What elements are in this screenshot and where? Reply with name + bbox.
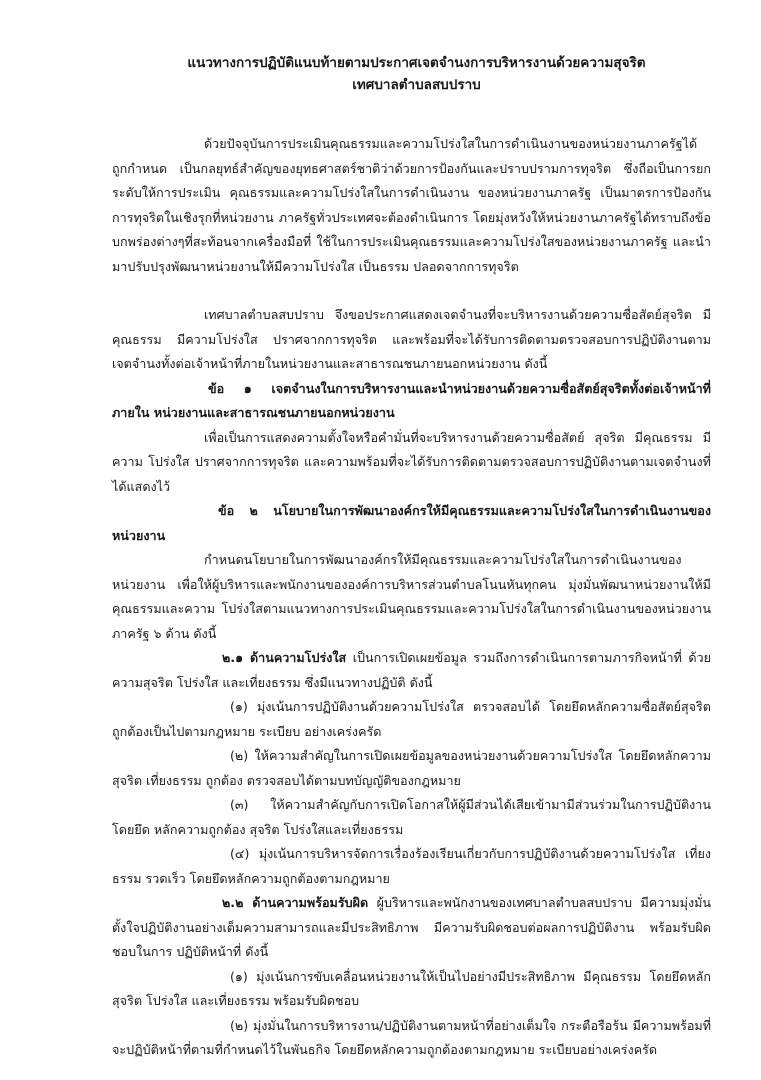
intro-paragraph: ด้วยปัจจุบันการประเมินคุณธรรมและความโปร่งใสในการดำเนินงานของหน่วยงานภาครัฐได้ถูกกำหนด เป็นกลยุทธ์สำคัญของยุทธศาสตร์ชาติว่าด้วยการป้องกันและปราบปรามการทุจริต ซึ่งถือเป็นการยกระดับให้การประเมิน คุณธรรมและความโปร่งใสในการดำเนินงาน ของหน่วยงานภาครัฐ เป็นมาตรการป้องกันการทุจริตในเชิงรุกที่หน่วยงาน ภาครัฐทั่วประเทศจะต้องดำเนินการ โดยมุ่งหวังให้หน่วยงานภาครัฐได้ทราบถึงข้อบกพร่องต่างๆที่สะท้อนจากเครื่องมือที่ ใช้ในการประเมินคุณธรรมและความโปร่งใสของหน่วยงานภาครัฐ และนำมาปรับปรุงพัฒนาหน่วยงานให้มีความโปร่งใส เป็นธรรม ปลอดจากการทุจริต <box>112 136 711 274</box>
section-1-body: เพื่อเป็นการแสดงความตั้งใจหรือคำมั่นที่จะบริหารงานด้วยความซื่อสัตย์ สุจริต มีคุณธรรม มีความ โปร่งใส ปราศจากการทุจริต และความพร้อมที่จะได้รับการติดตามตรวจสอบการปฏิบัติงานตามเจตจำนงที่ได้แสดงไว้ <box>112 429 711 494</box>
subsection-2-2-item-2: (๒) มุ่งมั่นในการบริหารงาน/ปฏิบัติงานตามหน้าที่อย่างเต็มใจ กระตือรือร้น มีความพร้อมที่จะปฏิบัติหน้าที่ตามที่กำหนดไว้ในพันธกิจ โดยยึดหลักความถูกต้องตามกฎหมาย ระเบียบอย่างเคร่งครัด <box>112 1017 711 1057</box>
subsection-2-1-label: ๒.๑ ด้านความโปร่งใส <box>222 650 347 665</box>
section-1-heading: ข้อ ๑ เจตจำนงในการบริหารงานและนำหน่วยงานด้วยความซื่อสัตย์สุจริตทั้งต่อเจ้าหน้าที่ภายใน หน่วยงานและสาธารณชนภายนอกหน่วยงาน <box>112 380 711 420</box>
subsection-2-2-label: ๒.๒ ด้านความพร้อมรับผิด <box>222 895 369 910</box>
document-title <box>112 52 711 96</box>
title-line-1: แนวทางการปฏิบัติแนบท้ายตามประกาศเจตจำนงการบริหารงานด้วยความสุจริต <box>187 55 646 71</box>
section-2-body: กำหนดนโยบายในการพัฒนาองค์กรให้มีคุณธรรมและความโปร่งใสในการดำเนินงานของหน่วยงาน เพื่อให้ผู้บริหารและพนักงานขององค์การบริหารส่วนตำบลโนนหันทุกคน มุ่งมั่นพัฒนาหน่วยงานให้มีคุณธรรมและความ โปร่งใสตามแนวทางการประเมินคุณธรรมและความโปร่งใสในการดำเนินงานของหน่วยงานภาครัฐ ๖ ด้าน ดังนี้ <box>112 552 711 641</box>
subsection-2-1-text: เป็นการเปิดเผยข้อมูล รวมถึงการดำเนินการตามภารกิจหน้าที่ ด้วยความสุจริต โปร่งใส และเที่ยงธรรม ซึ่งมีแนวทางปฏิบัติ ดังนี้ <box>112 650 712 690</box>
subsection-2-1-item-3: (๓) ให้ความสำคัญกับการเปิดโอกาสให้ผู้มีส่วนได้เสียเข้ามามีส่วนร่วมในการปฏิบัติงาน โดยยึด หลักความถูกต้อง สุจริต โปร่งใสและเที่ยงธรรม <box>112 797 711 837</box>
subsection-2-2 <box>112 891 711 965</box>
declaration-paragraph: เทศบาลตำบลสบปราบ จึงขอประกาศแสดงเจตจำนงที่จะบริหารงานด้วยความซื่อสัตย์สุจริต มีคุณธรรม มีความโปร่งใส ปราศจากการทุจริต และพร้อมที่จะได้รับการติดตามตรวจสอบการปฏิบัติงานตามเจตจำนงทั้งต่อเจ้าหน้าที่ภายในหน่วยงานและสาธารณชนภายนอกหน่วยงาน ดังนี้ <box>112 307 711 371</box>
subsection-2-1-item-1: (๑) มุ่งเน้นการปฏิบัติงานด้วยความโปร่งใส ตรวจสอบได้ โดยยึดหลักความซื่อสัตย์สุจริต ถูกต้องเป็นไปตามกฎหมาย ระเบียบ อย่างเคร่งครัด <box>112 699 711 739</box>
section-2-heading: ข้อ ๒ นโยบายในการพัฒนาองค์กรให้มีคุณธรรมและความโปร่งใสในการดำเนินงานของหน่วยงาน <box>112 503 711 543</box>
subsection-2-1 <box>112 646 711 695</box>
title-line-2: เทศบาลตำบลสบปราบ <box>352 77 481 93</box>
subsection-2-2-text: ผู้บริหารและพนักงานของเทศบาลตำบลสบปราบ มีความมุ่งมั่นตั้งใจปฏิบัติงานอย่างเต็มความสามารถและมีประสิทธิภาพ มีความรับผิดชอบต่อผลการปฏิบัติงาน พร้อมรับผิดชอบในการ ปฏิบัติหน้าที่ ดังนี้ <box>112 895 712 959</box>
subsection-2-2-item-1: (๑) มุ่งเน้นการขับเคลื่อนหน่วยงานให้เป็นไปอย่างมีประสิทธิภาพ มีคุณธรรม โดยยึดหลักสุจริต โปร่งใส และเที่ยงธรรม พร้อมรับผิดชอบ <box>112 968 711 1008</box>
subsection-2-1-item-4: (๔) มุ่งเน้นการบริหารจัดการเรื่องร้องเรียนเกี่ยวกับการปฏิบัติงานด้วยความโปร่งใส เที่ยงธรรม รวดเร็ว โดยยึดหลักความถูกต้องตามกฎหมาย <box>112 846 711 886</box>
subsection-2-1-item-2: (๒) ให้ความสำคัญในการเปิดเผยข้อมูลของหน่วยงานด้วยความโปร่งใส โดยยึดหลักความสุจริต เที่ยงธรรม ถูกต้อง ตรวจสอบได้ตามบทบัญญัติของกฎหมาย <box>112 748 711 788</box>
